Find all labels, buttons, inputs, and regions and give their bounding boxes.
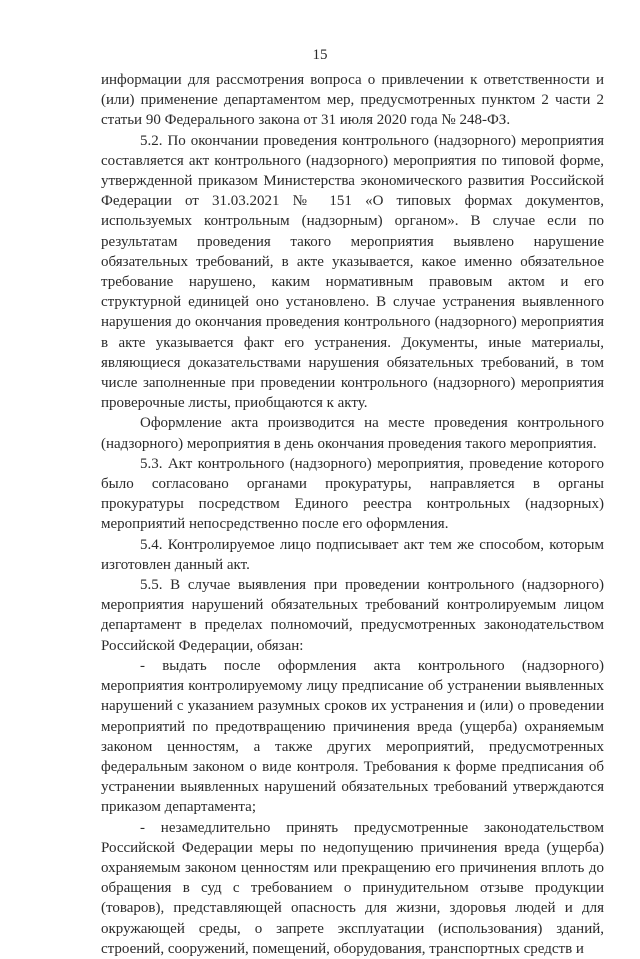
paragraph-5-2: 5.2. По окончании проведения контрольного (надзорного) мероприятия составляется акт контрольного (надзорного) мероприятия по типовой форме, утвержденной приказом Министерства экономического развития Российской Федерации от 31.03.2021 № 151 «О типовых формах документов, используемых контрольным (надзорным) органом». В случае если по результатам проведения такого мероприятия выявлено нарушение обязательных требований, в акте указывается, какое именно обязательное требование нарушено, каким нормативным правовым актом и его структурной единицей оно установлено. В случае устранения выявленного нарушения до окончания проведения контрольного (надзорного) мероприятия в акте указывается факт его устранения. Документы, иные материалы, являющиеся доказательствами нарушения обязательных требований, в том числе заполненные при проведении контрольного (надзорного) мероприятия проверочные листы, приобщаются к акту.: [101, 132, 604, 412]
list-item-measures: - незамедлительно принять предусмотренные законодательством Российской Федерации меры по недопущению причинения вреда (ущерба) охраняемым законом ценностям или прекращению его причинения вплоть до обращения в суд с требованием о принудительном отзыве продукции (товаров), представляющей опасность для жизни, здоровья людей и для окружающей среды, о запрете эксплуатации (использования) зданий, строений, сооружений, помещений, оборудования, транспортных средств и: [101, 819, 604, 957]
page-number: 15: [312, 47, 328, 63]
paragraph-continuation: информации для рассмотрения вопроса о привлечении к ответственности и (или) применение департаментом мер, предусмотренных пунктом 2 части 2 статьи 90 Федерального закона от 31 июля 2020 года № 248-ФЗ.: [101, 72, 604, 129]
document-body: [101, 70, 604, 959]
paragraph-5-5: 5.5. В случае выявления при проведении контрольного (надзорного) мероприятия нарушений обязательных требований контролируемым лицом департамент в пределах полномочий, предусмотренных законодательством Российской Федерации, обязан:: [101, 577, 604, 654]
list-item-prescription: - выдать после оформления акта контрольного (надзорного) мероприятия контролируемому лицу предписание об устранении выявленных нарушений с указанием разумных сроков их устранения и (или) о проведении мероприятий по предотвращению причинения вреда (ущерба) охраняемым законом ценностям, а также других мероприятий, предусмотренных федеральным законом о виде контроля. Требования к форме предписания об устранении выявленных нарушений обязательных требований утверждаются приказом департамента;: [101, 657, 604, 816]
paragraph-act-formation: Оформление акта производится на месте проведения контрольного (надзорного) мероприятия в день окончания проведения такого мероприятия.: [101, 415, 604, 452]
paragraph-5-3: 5.3. Акт контрольного (надзорного) мероприятия, проведение которого было согласовано органами прокуратуры, направляется в органы прокуратуры посредством Единого реестра контрольных (надзорных) мероприятий непосредственно после его оформления.: [101, 455, 604, 533]
paragraph-5-4: 5.4. Контролируемое лицо подписывает акт тем же способом, которым изготовлен данный акт.: [101, 536, 604, 573]
